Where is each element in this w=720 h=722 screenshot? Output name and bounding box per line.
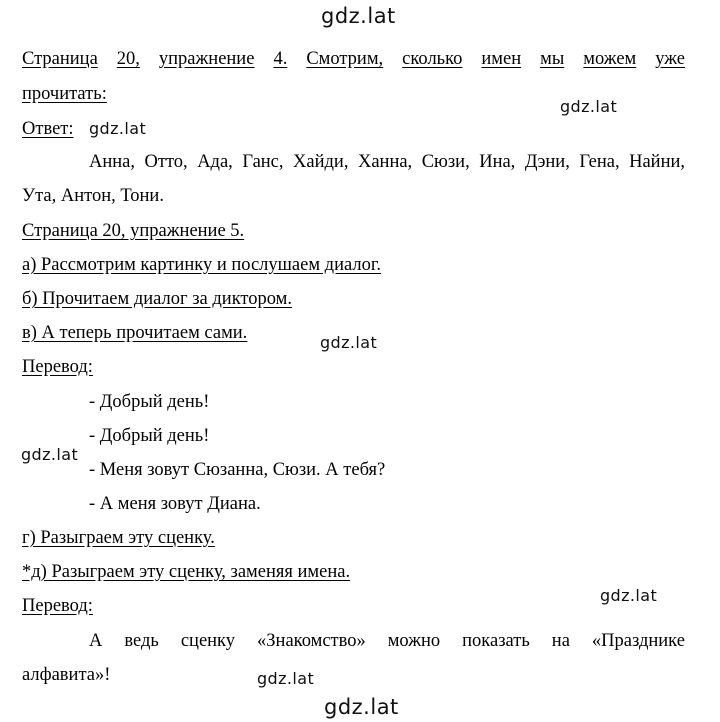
final-word: показать	[462, 631, 530, 651]
watermark-middle: gdz.lat	[320, 333, 378, 352]
item-a: а) Рассмотрим картинку и послушаем диалог.	[22, 255, 381, 275]
final-word: можно	[387, 631, 441, 651]
heading-word: упражнение	[158, 49, 255, 69]
final-word: А	[89, 631, 103, 651]
heading-word: Страница	[22, 49, 98, 69]
answer-label: Ответ:	[22, 119, 74, 139]
dialog-line: - Добрый день!	[89, 392, 210, 412]
translation-label-2: Перевод:	[22, 596, 93, 616]
dialog-line: - А меня зовут Диана.	[89, 494, 261, 514]
item-v: в) А теперь прочитаем сами.	[22, 323, 248, 343]
item-g: г) Разыграем эту сценку.	[22, 528, 215, 548]
watermark-right: gdz.lat	[560, 97, 618, 116]
final-word: «Празднике	[591, 631, 685, 651]
watermark-bottom: gdz.lat	[324, 695, 399, 719]
heading-word: Смотрим,	[306, 49, 384, 69]
final-paragraph-line-1	[89, 630, 685, 652]
dialog-line: - Меня зовут Сюзанна, Сюзи. А тебя?	[89, 460, 386, 480]
names-line-2: Ута, Антон, Тони.	[22, 186, 164, 206]
heading-word: имен	[481, 49, 522, 69]
heading-word: можем	[583, 49, 637, 69]
final-word: на	[551, 631, 570, 651]
watermark-answer: gdz.lat	[89, 119, 147, 138]
dialog-line: - Добрый день!	[89, 426, 210, 446]
final-word: ведь	[124, 631, 159, 651]
item-b: б) Прочитаем диалог за диктором.	[22, 289, 293, 309]
heading-word: мы	[540, 49, 565, 69]
watermark-left: gdz.lat	[21, 445, 79, 464]
exercise-4-heading	[22, 48, 685, 70]
exercise-5-heading: Страница 20, упражнение 5.	[22, 221, 245, 241]
exercise-4-heading-line2: прочитать:	[22, 84, 107, 104]
heading-word: сколько	[402, 49, 463, 69]
final-word: «Знакомство»	[257, 631, 366, 651]
translation-label: Перевод:	[22, 357, 93, 377]
names-line-1: Анна, Отто, Ада, Ганс, Хайди, Ханна, Сюзи, Ина, Дэни, Гена, Найни,	[89, 152, 685, 172]
final-paragraph-line-2: алфавита»!	[22, 665, 111, 685]
heading-word: уже	[655, 49, 685, 69]
heading-word: 4.	[273, 49, 288, 69]
watermark-bottom-small: gdz.lat	[257, 669, 315, 688]
heading-word: 20,	[116, 49, 140, 69]
watermark-top: gdz.lat	[321, 4, 396, 28]
watermark-right-lower: gdz.lat	[600, 586, 658, 605]
final-word: сценку	[180, 631, 236, 651]
item-d: *д) Разыграем эту сценку, заменяя имена.	[22, 562, 351, 582]
